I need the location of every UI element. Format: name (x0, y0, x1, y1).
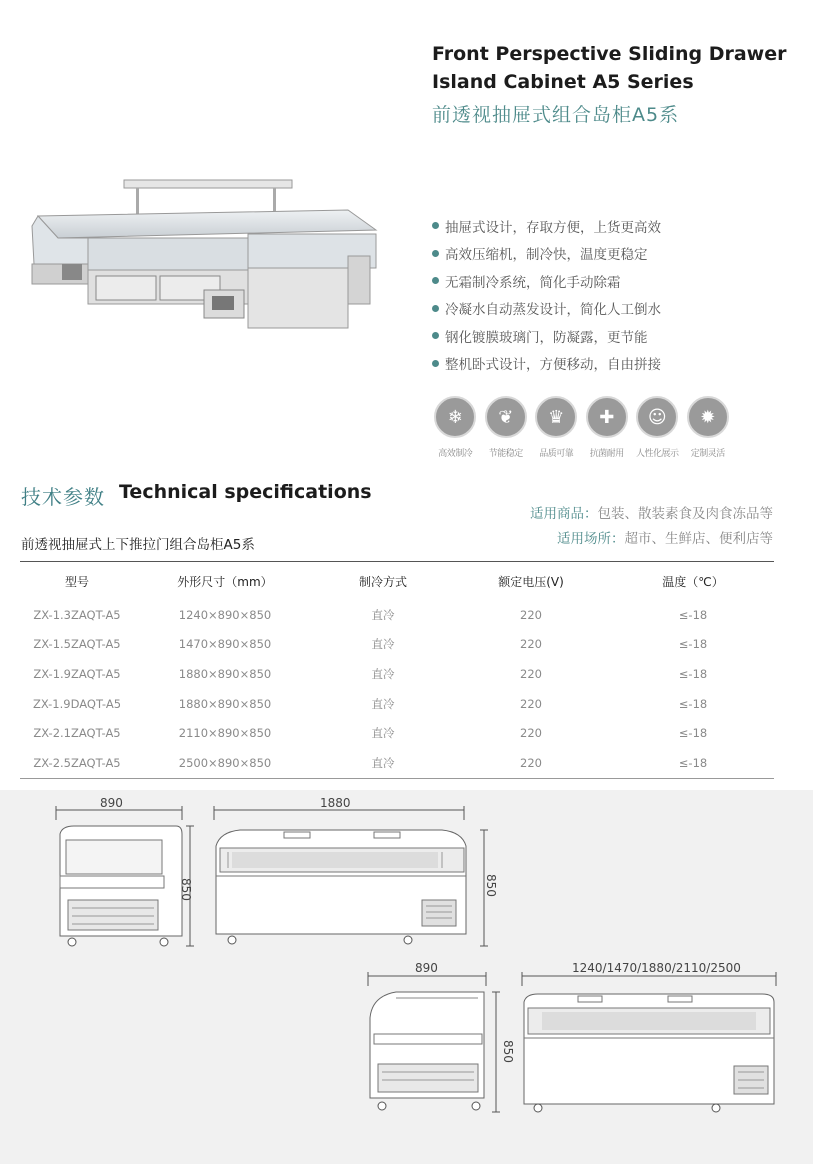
product-title-en (432, 40, 802, 96)
product-image (28, 176, 380, 336)
feature-text: 冷凝水自动蒸发设计，简化人工倒水 (445, 302, 661, 319)
product-title-cn: 前透视抽屉式组合岛柜A5系 (432, 104, 680, 126)
side-view-drawing-top (50, 796, 220, 952)
dim-front-width-top: 1880 (320, 796, 351, 810)
dim-side-width-top: 890 (100, 796, 123, 810)
front-view-drawing-bottom (518, 962, 782, 1118)
icon-label: 人性化展示 (635, 449, 679, 459)
feature-item (432, 322, 661, 350)
header-temperature: 温度（℃） (662, 574, 724, 589)
cell-model: ZX-1.3ZAQT-A5 (33, 607, 121, 622)
cell-model: ZX-1.5ZAQT-A5 (33, 637, 121, 652)
cell-voltage: 220 (520, 637, 542, 652)
icon-label: 高效制冷 (438, 449, 473, 459)
cell-voltage: 220 (520, 755, 542, 770)
dim-side-height-top: 850 (179, 878, 193, 901)
icon-item (683, 396, 734, 459)
bullet-icon (432, 222, 439, 229)
icon-item (481, 396, 532, 459)
shield-icon: ✚ (586, 396, 628, 438)
cell-voltage: 220 (520, 607, 542, 622)
dim-side-width-bottom: 890 (415, 961, 438, 975)
icon-label: 抗菌耐用 (589, 449, 624, 459)
goods-value: 包装、散装素食及肉食冻品等 (597, 506, 773, 522)
dim-side-height-bottom: 850 (501, 1040, 515, 1063)
bullet-icon (432, 277, 439, 284)
table-row (20, 630, 774, 660)
feature-text: 钢化镀膜玻璃门，防凝露，更节能 (445, 329, 648, 346)
cell-cooling: 直冷 (371, 607, 395, 622)
feature-text: 整机卧式设计，方便移动，自由拼接 (445, 357, 661, 374)
people-icon: ☺ (636, 396, 678, 438)
header-model: 型号 (64, 574, 89, 589)
cell-size: 2500×890×850 (178, 755, 272, 770)
cell-model: ZX-1.9ZAQT-A5 (33, 666, 121, 681)
cell-temperature: ≤-18 (678, 666, 708, 681)
cell-cooling: 直冷 (371, 666, 395, 681)
cell-cooling: 直冷 (371, 696, 395, 711)
cell-cooling: 直冷 (371, 637, 395, 652)
feature-list (432, 212, 661, 377)
place-value: 超市、生鲜店、便利店等 (624, 531, 773, 547)
cell-cooling: 直冷 (371, 726, 395, 741)
feature-icons (430, 396, 733, 459)
cell-voltage: 220 (520, 726, 542, 741)
icon-label: 品质可靠 (539, 449, 574, 459)
side-view-drawing-bottom (360, 962, 520, 1118)
cell-size: 1880×890×850 (178, 666, 272, 681)
gear-icon: ✹ (687, 396, 729, 438)
cell-temperature: ≤-18 (678, 607, 708, 622)
applicable-places (557, 527, 773, 547)
feature-item (432, 295, 661, 323)
section-title-en: Technical specifications (119, 481, 372, 503)
icon-item (430, 396, 481, 459)
cell-size: 1880×890×850 (178, 696, 272, 711)
snowflake-icon: ❄ (434, 396, 476, 438)
feature-text: 抽屉式设计，存取方便，上货更高效 (445, 219, 661, 236)
feature-item (432, 267, 661, 295)
bullet-icon (432, 360, 439, 367)
header-cooling: 制冷方式 (358, 574, 407, 589)
header-voltage: 额定电压(V) (498, 574, 564, 589)
leaf-icon: ❦ (485, 396, 527, 438)
table-row (20, 748, 774, 778)
cell-model: ZX-2.1ZAQT-A5 (33, 726, 121, 741)
feature-item (432, 240, 661, 268)
icon-label: 节能稳定 (488, 449, 523, 459)
title-en-line2: Island Cabinet A5 Series (432, 71, 694, 93)
feature-item (432, 212, 661, 240)
cell-temperature: ≤-18 (678, 726, 708, 741)
bullet-icon (432, 305, 439, 312)
table-row (20, 659, 774, 689)
front-view-drawing-top (206, 796, 496, 952)
feature-text: 高效压缩机，制冷快，温度更稳定 (445, 247, 648, 264)
title-en-line1: Front Perspective Sliding Drawer (432, 43, 787, 65)
feature-text: 无霜制冷系统，简化手动除霜 (445, 274, 621, 291)
spec-table (20, 561, 774, 779)
cell-size: 1240×890×850 (178, 607, 272, 622)
cell-temperature: ≤-18 (678, 637, 708, 652)
place-label: 适用场所： (557, 531, 625, 547)
cell-temperature: ≤-18 (678, 696, 708, 711)
icon-item (582, 396, 633, 459)
cell-voltage: 220 (520, 696, 542, 711)
table-row (20, 689, 774, 719)
icon-label: 定制灵活 (690, 449, 725, 459)
goods-label: 适用商品： (530, 506, 598, 522)
cell-model: ZX-2.5ZAQT-A5 (33, 755, 121, 770)
cell-size: 1470×890×850 (178, 637, 272, 652)
table-row (20, 718, 774, 748)
table-header-row (20, 562, 774, 601)
cell-model: ZX-1.9DAQT-A5 (32, 696, 122, 711)
cell-size: 2110×890×850 (178, 726, 272, 741)
table-title: 前透视抽屉式上下推拉门组合岛柜A5系 (21, 537, 255, 553)
section-title-cn: 技术参数 (21, 485, 105, 509)
applicable-goods (530, 502, 773, 522)
cell-voltage: 220 (520, 666, 542, 681)
header-size: 外形尺寸（mm） (177, 574, 273, 589)
icon-item (632, 396, 683, 459)
trophy-icon: ♛ (535, 396, 577, 438)
cell-temperature: ≤-18 (678, 755, 708, 770)
cell-cooling: 直冷 (371, 755, 395, 770)
bullet-icon (432, 332, 439, 339)
bullet-icon (432, 250, 439, 257)
dim-front-height-top: 850 (484, 874, 498, 897)
table-row (20, 600, 774, 630)
icon-item (531, 396, 582, 459)
dim-front-width-bottom: 1240/1470/1880/2110/2500 (572, 961, 741, 975)
feature-item (432, 350, 661, 378)
